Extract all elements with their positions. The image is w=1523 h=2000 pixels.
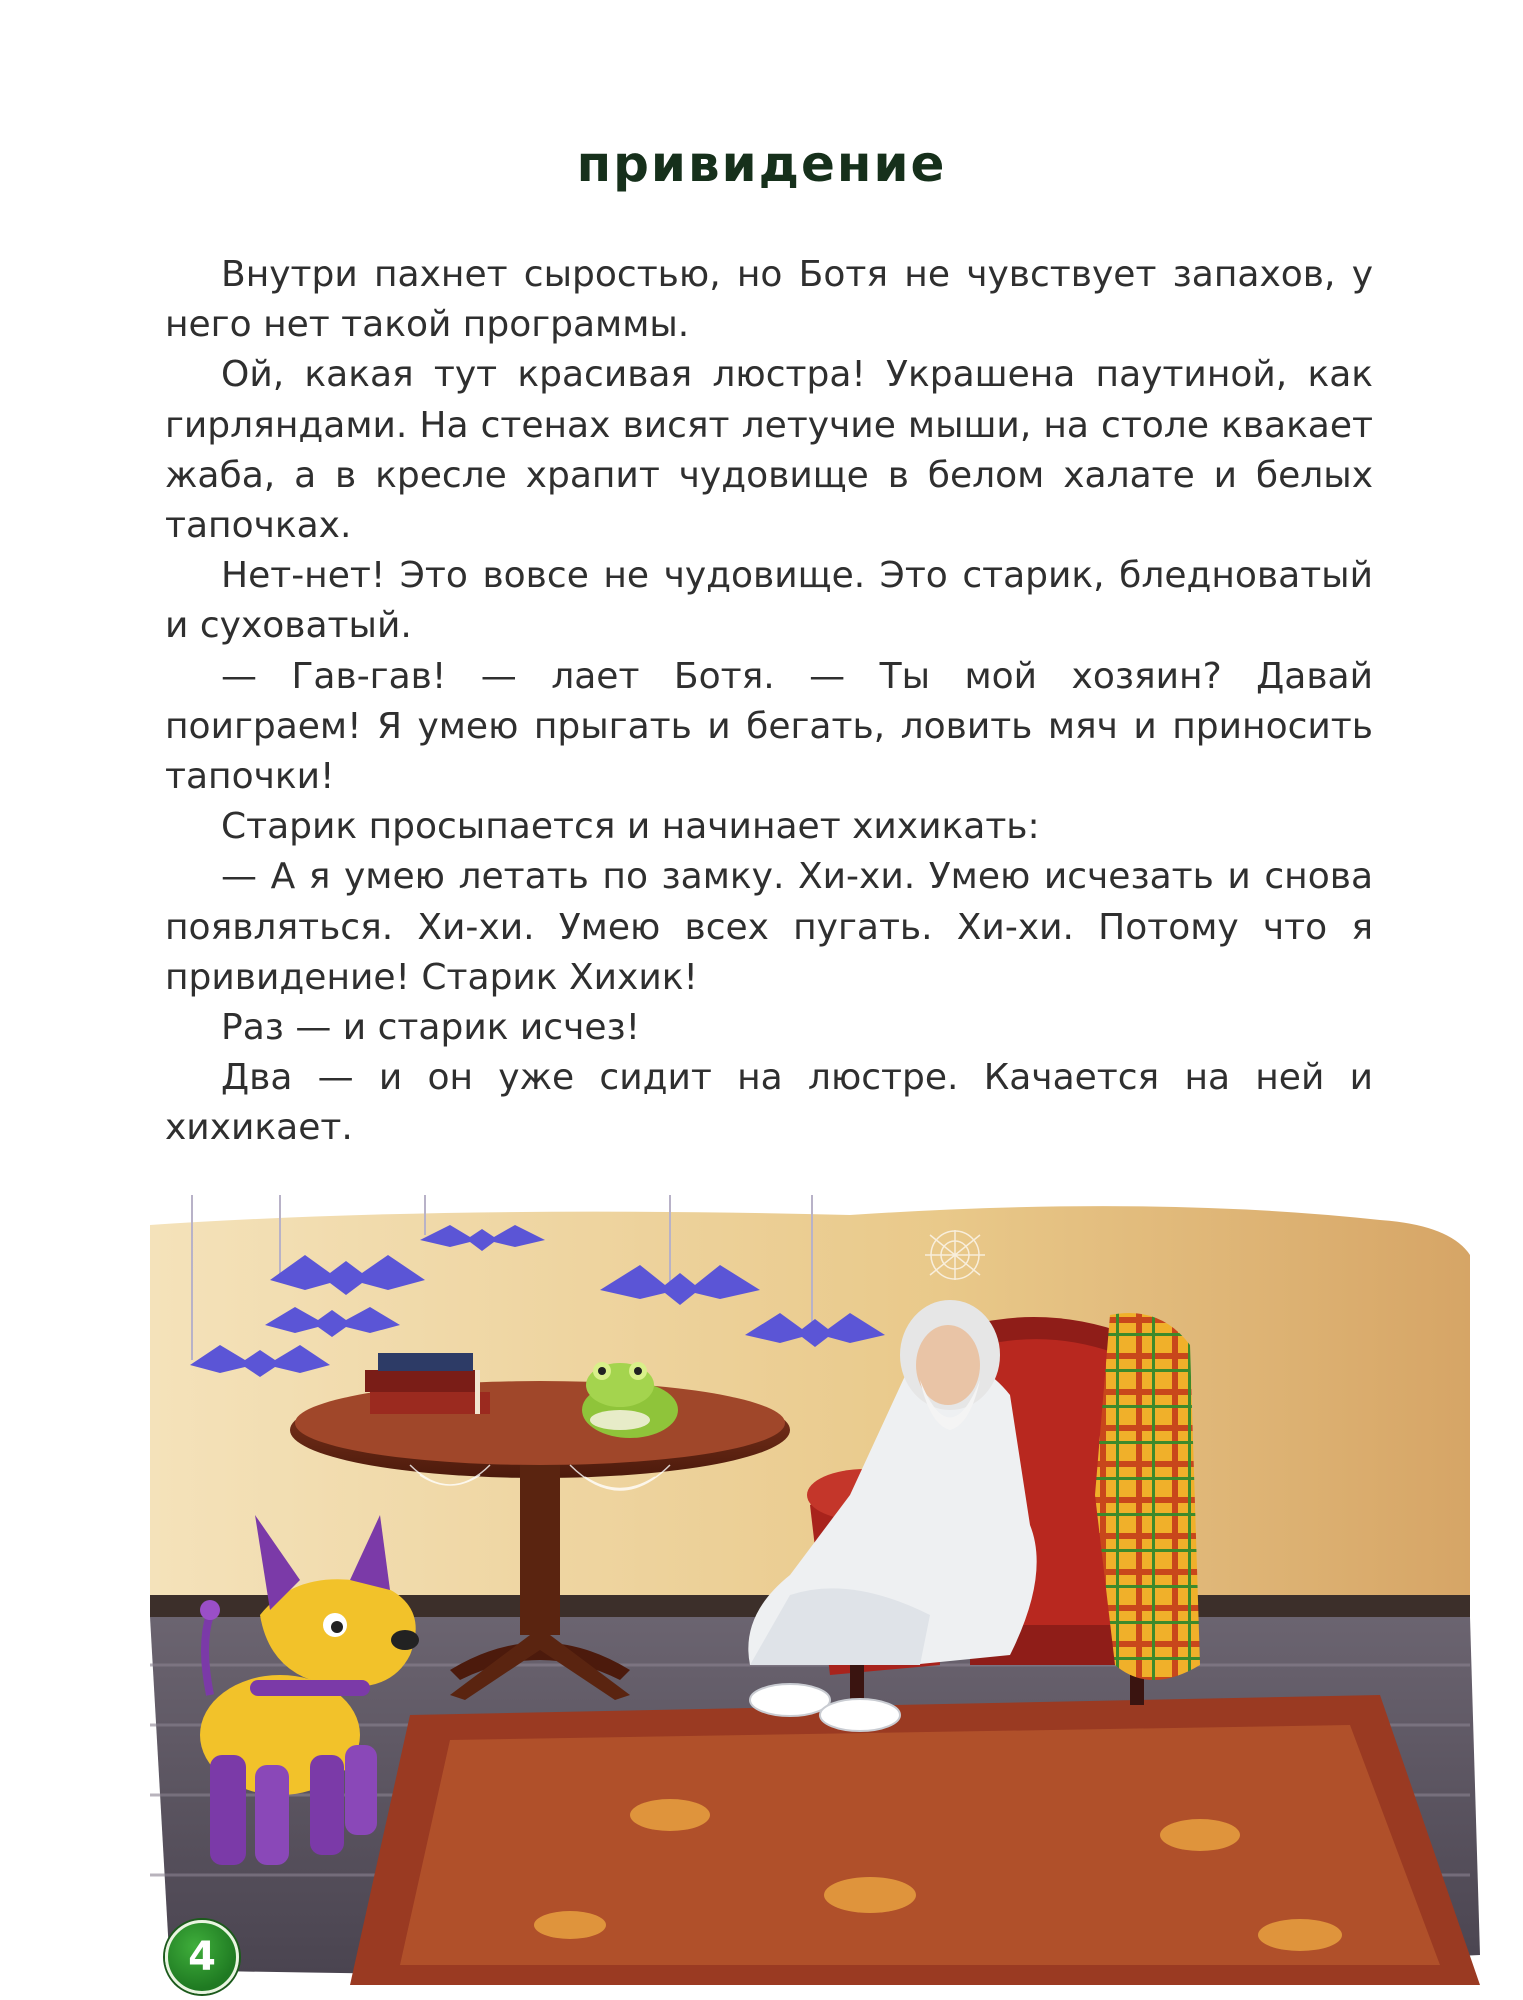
- story-paragraph: Старик просыпается и начинает хихикать:: [221, 806, 1040, 848]
- story-text: [165, 250, 1373, 1154]
- story-paragraph: — Гав-гав! — лает Ботя. — Ты мой хозяин? Давай поиграем! Я умею прыгать и бегать, ловить мяч и приносить тапочки!: [165, 655, 1373, 798]
- story-paragraph: Ой, какая тут красивая люстра! Украшена паутиной, как гирляндами. На стенах висят летучие мыши, на столе квакает жаба, а в кресле храпит чудовище в белом халате и белых тапочках.: [165, 354, 1373, 547]
- page-number-badge: [165, 1920, 239, 1994]
- story-paragraph: Два — и он уже сидит на люстре. Качается на ней и хихикает.: [165, 1057, 1373, 1149]
- cobweb: [925, 1230, 985, 1280]
- books: [365, 1353, 490, 1414]
- story-paragraph: — А я умею летать по замку. Хи-хи. Умею исчезать и снова появляться. Хи-хи. Умею всех пугать. Хи-хи. Потому что я привидение! Старик Хихик!: [165, 856, 1373, 998]
- room-illustration: [150, 1195, 1490, 1985]
- chapter-title: привидение: [576, 135, 947, 193]
- story-paragraph: Внутри пахнет сыростью, но Ботя не чувствует запахов, у него нет такой программы.: [165, 254, 1373, 346]
- page-number: 4: [188, 1934, 216, 1980]
- plaid-blanket: [1095, 1313, 1200, 1680]
- story-paragraph: Раз — и старик исчез!: [221, 1007, 641, 1049]
- story-paragraph: Нет-нет! Это вовсе не чудовище. Это старик, бледноватый и суховатый.: [165, 555, 1373, 647]
